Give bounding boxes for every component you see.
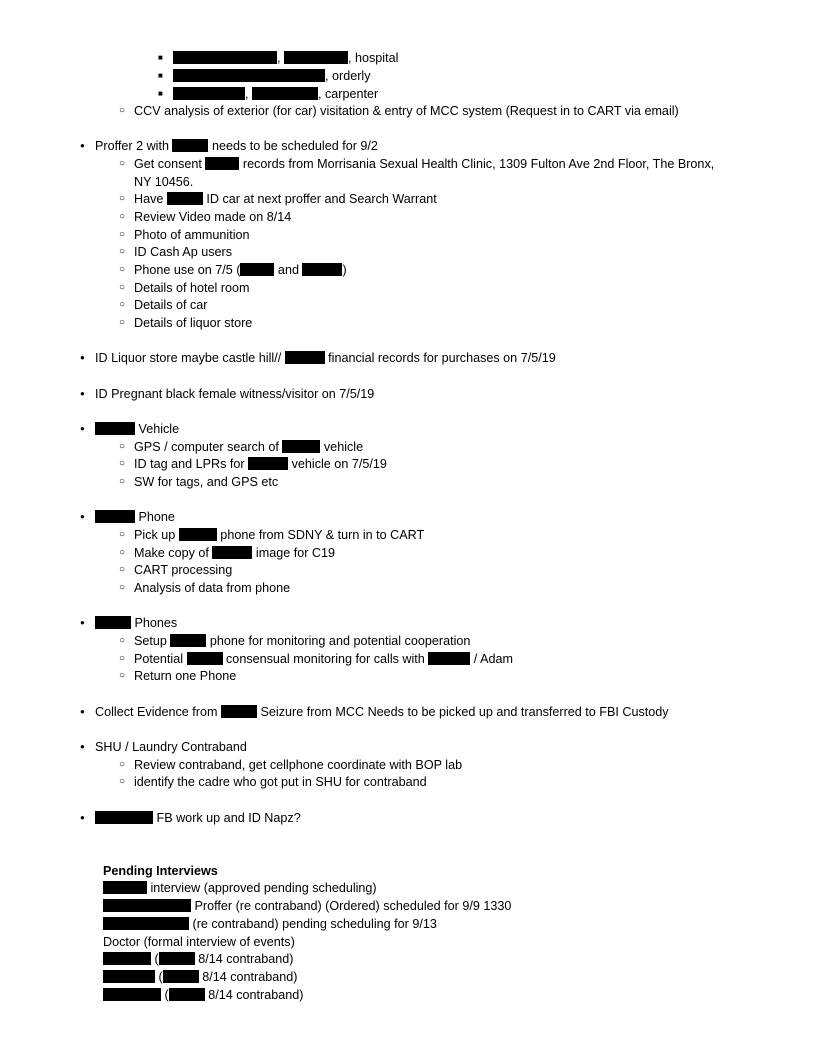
list-item [95,386,374,402]
text-fragment: phone from SDNY & turn in to CART [216,528,425,542]
redaction-block [103,952,151,965]
list-item [103,916,437,932]
text-fragment: ID Cash Ap users [134,245,232,259]
text-fragment: identify the cadre who got put in SHU for contraband [134,775,427,789]
text-fragment: Photo of ammunition [134,228,250,242]
redaction-block [103,917,189,930]
text-fragment: Return one Phone [134,669,237,683]
section-heading [103,863,218,879]
text-fragment: / Adam [470,652,514,666]
text-fragment: image for C19 [252,546,336,560]
list-item [134,527,424,543]
list-item [134,297,208,313]
text-fragment: Proffer (re contraband) (Ordered) scheduled for 9/9 1330 [191,899,512,913]
redaction-block [252,87,318,100]
list-item [134,156,714,172]
text-fragment: ( [151,952,159,966]
text-fragment: vehicle on 7/5/19 [288,457,387,471]
redaction-block [95,422,135,435]
text-fragment: ID Pregnant black female witness/visitor on 7/5/19 [95,387,375,401]
redaction-block [163,970,199,983]
redaction-block [170,634,206,647]
list-item [134,315,252,331]
redaction-block [103,881,147,894]
text-fragment: financial records for purchases on 7/5/19 [324,351,556,365]
text-fragment: Doctor (formal interview of events) [103,935,295,949]
redaction-block [187,652,223,665]
list-item [134,562,232,578]
list-item [95,509,175,525]
list-item [134,439,363,455]
text-fragment: , [245,87,252,101]
text-fragment: Have [134,192,167,206]
list-item [134,545,335,561]
text-fragment: Make copy of [134,546,213,560]
list-item [173,86,378,102]
text-fragment: Potential [134,652,187,666]
list-item [95,350,556,366]
list-item [134,174,193,190]
redaction-block [95,811,153,824]
text-fragment: , carpenter [318,87,379,101]
list-item [134,103,679,119]
text-fragment: Seizure from MCC Needs to be picked up and transferred to FBI Custody [257,705,669,719]
list-item [134,474,278,490]
redaction-block [95,510,135,523]
redaction-block [212,546,252,559]
list-item [134,668,236,684]
list-item [134,651,513,667]
list-item [95,421,179,437]
redaction-block [248,457,288,470]
text-fragment: ID Liquor store maybe castle hill// [95,351,285,365]
text-fragment: SHU / Laundry Contraband [95,740,247,754]
text-fragment: Analysis of data from phone [134,581,291,595]
list-item [95,739,247,755]
list-item [95,810,301,826]
redaction-block [169,988,205,1001]
text-fragment: Get consent [134,157,206,171]
list-item [134,757,462,773]
redaction-block [205,157,239,170]
redaction-block [302,263,342,276]
redaction-block [159,952,195,965]
list-item [103,951,293,967]
text-fragment: ) [342,263,347,277]
redaction-block [173,51,277,64]
list-item [173,50,398,66]
list-item [134,280,250,296]
text-fragment: 8/14 contraband) [194,952,294,966]
text-fragment: CART processing [134,563,233,577]
text-fragment: ID tag and LPRs for [134,457,249,471]
list-item [103,934,295,950]
text-fragment: FB work up and ID Napz? [153,811,301,825]
text-fragment: 8/14 contraband) [198,970,298,984]
list-item [134,580,290,596]
list-item [134,774,427,790]
text-fragment: Pick up [134,528,179,542]
text-fragment: Review contraband, get cellphone coordinate with BOP lab [134,758,463,772]
text-fragment: NY 10456. [134,175,194,189]
text-fragment: Vehicle [135,422,180,436]
list-item [103,969,297,985]
redaction-block [173,69,325,82]
list-item [95,704,669,720]
redaction-block [167,192,203,205]
list-item [134,244,232,260]
list-item [134,227,250,243]
redaction-block [428,652,470,665]
text-fragment: and [274,263,303,277]
text-fragment: ( [155,970,163,984]
redaction-block [103,988,161,1001]
text-fragment: (re contraband) pending scheduling for 9/13 [189,917,437,931]
list-item [95,138,378,154]
text-fragment: needs to be scheduled for 9/2 [208,139,378,153]
text-fragment: 8/14 contraband) [204,988,304,1002]
text-fragment: phone for monitoring and potential cooperation [206,634,471,648]
text-fragment: Pending Interviews [103,864,218,878]
text-fragment: Details of hotel room [134,281,250,295]
text-fragment: CCV analysis of exterior (for car) visitation & entry of MCC system (Request in to CART via email) [134,104,679,118]
redaction-block [173,87,245,100]
text-fragment: consensual monitoring for calls with [222,652,429,666]
redaction-block [221,705,257,718]
text-fragment: Setup [134,634,171,648]
text-fragment: , hospital [348,51,399,65]
redaction-block [285,351,325,364]
text-fragment: SW for tags, and GPS etc [134,475,279,489]
text-fragment: Phone use on 7/5 ( [134,263,241,277]
text-fragment: Collect Evidence from [95,705,221,719]
text-fragment: Review Video made on 8/14 [134,210,292,224]
text-fragment: vehicle [320,440,364,454]
list-item [103,898,511,914]
redaction-block [95,616,131,629]
redaction-block [282,440,320,453]
text-fragment: Details of liquor store [134,316,253,330]
text-fragment: interview (approved pending scheduling) [147,881,377,895]
text-fragment: Phone [135,510,175,524]
list-item [95,615,177,631]
text-fragment: , [277,51,284,65]
text-fragment: ID car at next proffer and Search Warrant [202,192,437,206]
list-item [134,262,347,278]
list-item [173,68,371,84]
text-fragment: Details of car [134,298,208,312]
list-item [134,209,291,225]
list-item [103,880,377,896]
redaction-block [240,263,274,276]
text-fragment: , orderly [325,69,371,83]
list-item [134,191,437,207]
text-fragment: records from Morrisania Sexual Health Clinic, 1309 Fulton Ave 2nd Floor, The Bronx, [239,157,715,171]
text-fragment: ( [161,988,169,1002]
list-item [103,987,303,1003]
redaction-block [103,970,155,983]
redaction-block [284,51,348,64]
text-fragment: Phones [131,616,178,630]
text-fragment: Proffer 2 with [95,139,173,153]
redaction-block [172,139,208,152]
list-item [134,456,387,472]
list-item [134,633,470,649]
redaction-block [103,899,191,912]
redaction-block [179,528,217,541]
text-fragment: GPS / computer search of [134,440,283,454]
